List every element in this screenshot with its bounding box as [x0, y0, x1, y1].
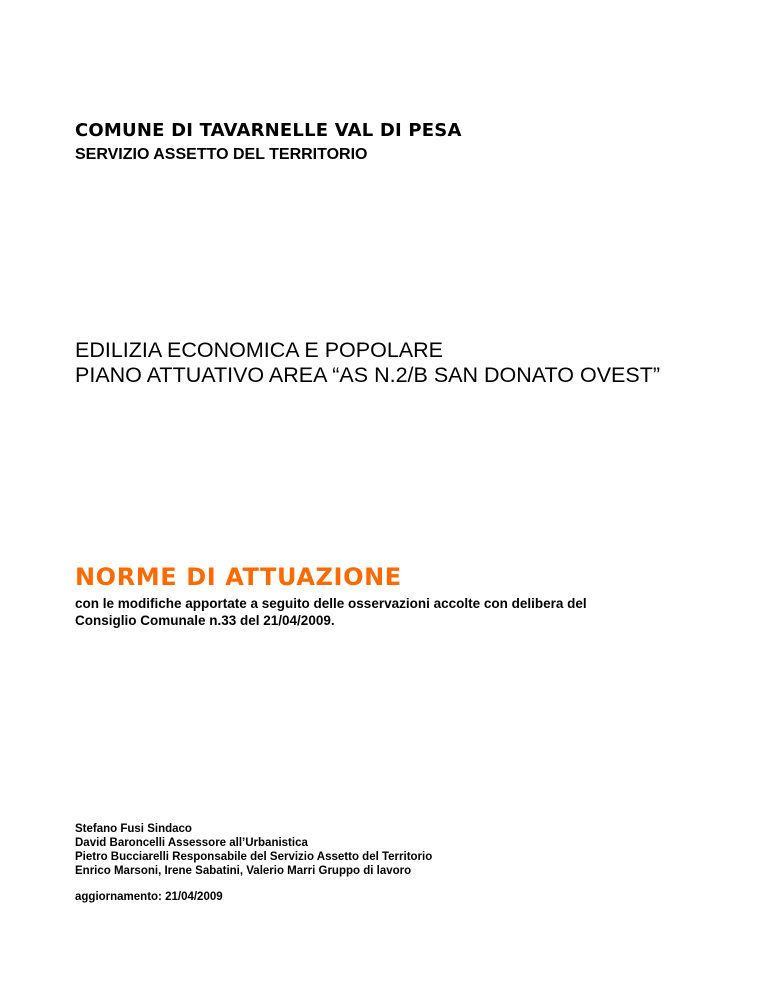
document-subtitle [75, 595, 587, 629]
department-title: SERVIZIO ASSETTO DEL TERRITORIO [75, 146, 368, 163]
credit-line-manager: Pietro Bucciarelli Responsabile del Servizio Assetto del Territorio [75, 851, 433, 863]
municipality-title: COMUNE DI TAVARNELLE VAL DI PESA [75, 120, 462, 141]
credit-line-workgroup: Enrico Marsoni, Irene Sabatini, Valerio Marri Gruppo di lavoro [75, 865, 412, 877]
document-subtitle-line-1: con le modifiche apportate a seguito delle osservazioni accolte con delibera del [75, 596, 587, 611]
credits-list [75, 822, 432, 878]
document-subtitle-line-2: Consiglio Comunale n.33 del 21/04/2009. [75, 613, 335, 628]
project-heading-line-1: EDILIZIA ECONOMICA E POPOLARE [75, 338, 443, 362]
project-heading [75, 338, 660, 388]
credit-line-mayor: Stefano Fusi Sindaco [75, 823, 192, 835]
document-title: NORME DI ATTUAZIONE [75, 563, 402, 591]
update-date: aggiornamento: 21/04/2009 [75, 891, 223, 903]
credit-line-assessor: David Baroncelli Assessore all’Urbanistica [75, 837, 308, 849]
project-heading-line-2: PIANO ATTUATIVO AREA “AS N.2/B SAN DONATO OVEST” [75, 363, 661, 387]
